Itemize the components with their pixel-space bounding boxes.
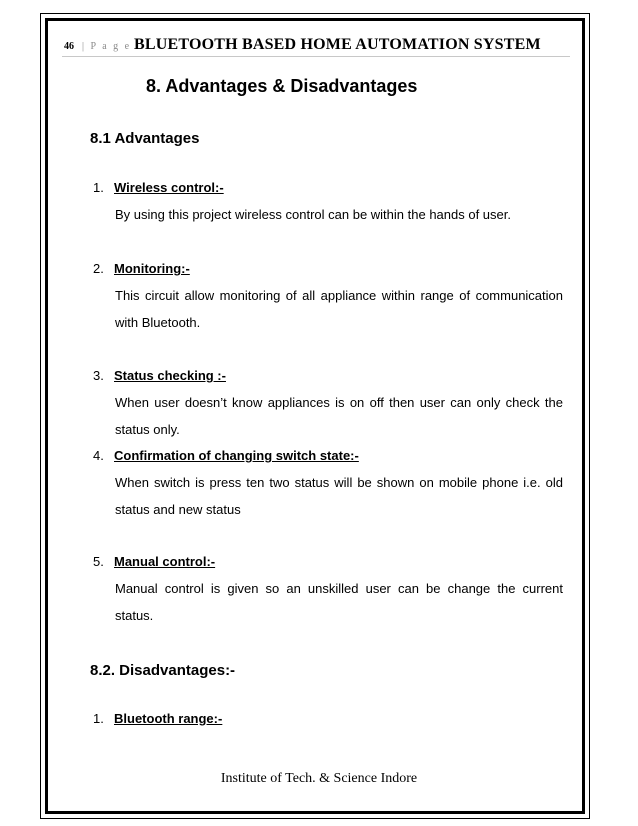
advantage-text: with Bluetooth. [115,315,201,330]
advantage-text: This circuit allow monitoring of all appliance within range of communication [115,288,563,303]
page-header [62,36,570,57]
header-title: BLUETOOTH BASED HOME AUTOMATION SYSTEM [134,36,541,53]
advantage-heading: Manual control:- [114,554,216,569]
list-number: 4. [93,448,104,463]
advantage-text: Manual control is given so an unskilled user can be change the current [115,581,563,596]
advantage-text: By using this project wireless control can be within the hands of user. [115,207,511,222]
advantage-text: status. [115,608,154,623]
list-number: 1. [93,711,104,726]
page-footer: Institute of Tech. & Science Indore [220,771,418,786]
advantage-heading: Confirmation of changing switch state:- [114,448,359,463]
advantage-heading: Wireless control:- [114,180,224,195]
list-number: 5. [93,554,104,569]
disadvantage-heading: Bluetooth range:- [114,711,223,726]
list-number: 1. [93,180,104,195]
advantage-text: When user doesn’t know appliances is on off then user can only check the [115,395,563,410]
advantage-text: status only. [115,422,180,437]
advantage-text: When switch is press ten two status will be shown on mobile phone i.e. old [115,475,563,490]
page-label: | P a g e [82,41,132,52]
chapter-title: 8. Advantages & Disadvantages [146,76,418,96]
section-advantages-heading: 8.1 Advantages [90,130,200,147]
advantage-heading: Monitoring:- [114,261,190,276]
advantage-text: status and new status [115,502,241,517]
advantage-heading: Status checking :- [114,368,226,383]
page-number: 46 [64,41,74,52]
list-number: 3. [93,368,104,383]
section-disadvantages-heading: 8.2. Disadvantages:- [90,662,236,679]
list-number: 2. [93,261,104,276]
